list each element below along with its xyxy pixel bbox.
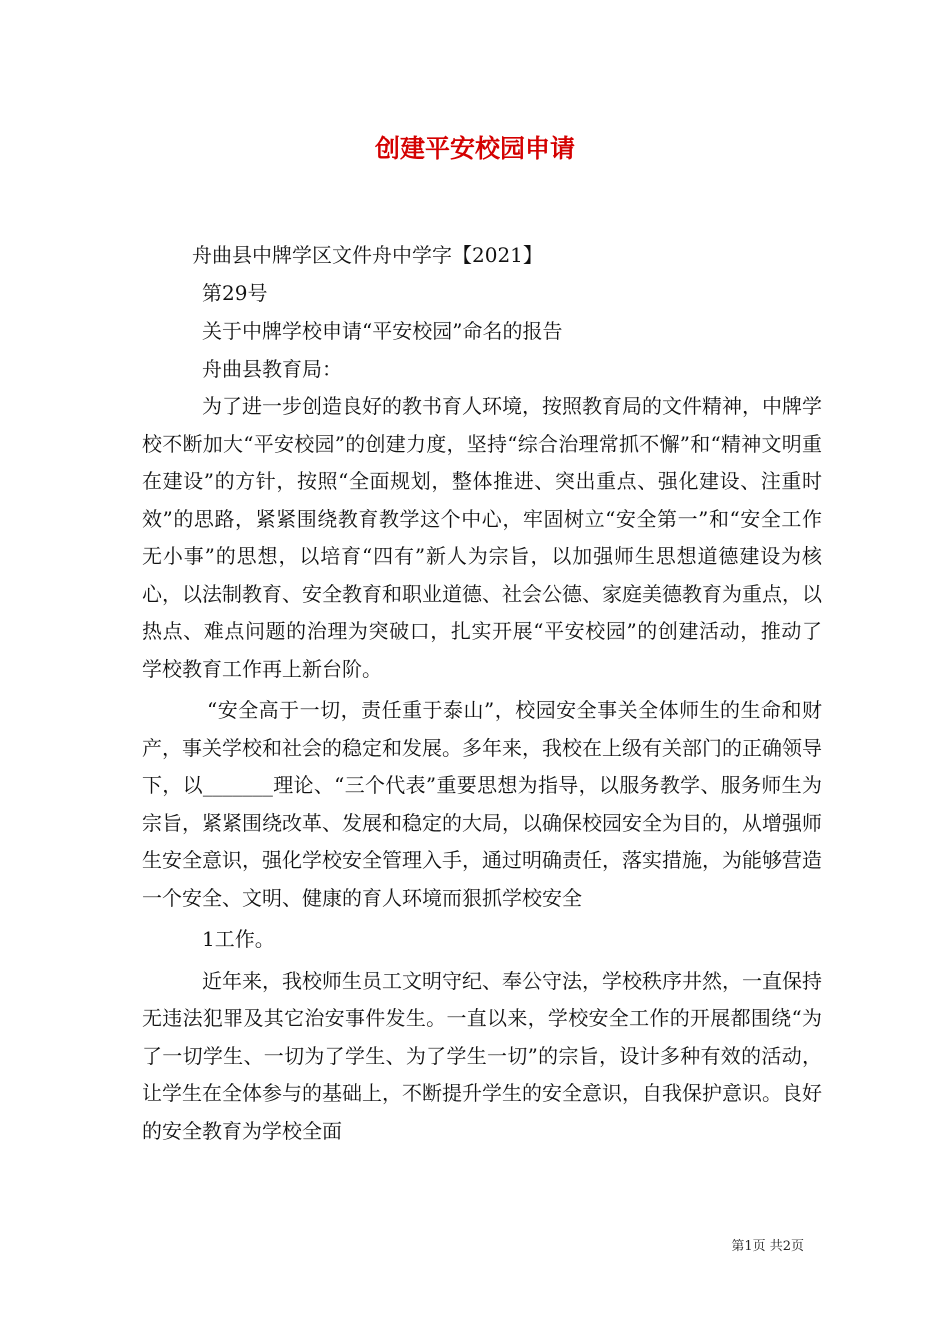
page-number-footer: 第1页 共2页 <box>731 1239 804 1254</box>
paragraph-2: “安全高于一切，责任重于泰山”，校园安全事关全体师生的生命和财产，事关学校和社会的稳定和发展。多年来，我校在上级有关部门的正确领导下，以_______理论、“三个代表”重要思想为指导，以服务教学、服务师生为宗旨，紧紧围绕改革、发展和稳定的大局，以确保校园安全为目的，从增强师生安全意识，强化学校安全管理入手，通过明确责任，落实措施，为能够营造一个安全、文明、健康的育人环境而狠抓学校安全 <box>142 698 822 910</box>
header-line-addressee: 舟曲县教育局： <box>202 357 342 381</box>
header-line-issue-number: 第29号 <box>202 281 268 305</box>
header-line-subject: 关于中牌学校申请“平安校园”命名的报告 <box>202 319 563 343</box>
paragraph-3: 1工作。 <box>202 927 275 951</box>
document-body <box>142 236 822 1150</box>
header-line-file-number: 舟曲县中牌学区文件舟中学字【2021】 <box>192 243 543 267</box>
paragraph-4: 近年来，我校师生员工文明守纪、奉公守法，学校秩序井然，一直保持无违法犯罪及其它治安事件发生。一直以来，学校安全工作的开展都围绕“为了一切学生、一切为了学生、为了学生一切”的宗旨，设计多种有效的活动，让学生在全体参与的基础上，不断提升学生的安全意识，自我保护意识。良好的安全教育为学校全面 <box>142 968 822 1143</box>
paragraph-1: 为了进一步创造良好的教书育人环境，按照教育局的文件精神，中牌学校不断加大“平安校园”的创建力度，坚持“综合治理常抓不懈”和“精神文明重在建设”的方针，按照“全面规划，整体推进、突出重点、强化建设、注重时效”的思路，紧紧围绕教育教学这个中心，牢固树立“安全第一”和“安全工作无小事”的思想，以培育“四有”新人为宗旨，以加强师生思想道德建设为核心，以法制教育、安全教育和职业道德、社会公德、家庭美德教育为重点，以热点、难点问题的治理为突破口，扎实开展“平安校园”的创建活动，推动了学校教育工作再上新台阶。 <box>142 394 822 681</box>
document-title: 创建平安校园申请 <box>374 134 575 163</box>
